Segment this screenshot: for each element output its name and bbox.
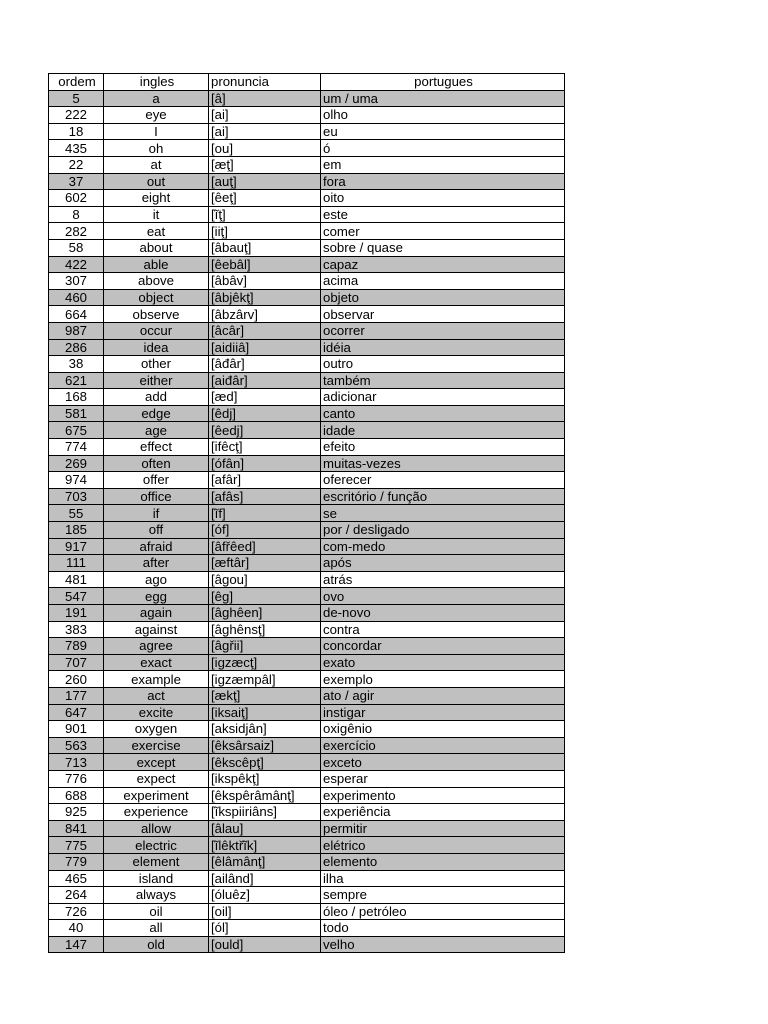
- pronuncia-cell: [æftâr]: [209, 555, 321, 572]
- portugues-cell: contra: [321, 621, 565, 638]
- table-row: [49, 90, 565, 107]
- pronuncia-cell: [ækţ]: [209, 687, 321, 704]
- ordem-cell: 40: [49, 920, 104, 937]
- ordem-cell: 58: [49, 239, 104, 256]
- ordem-cell: 269: [49, 455, 104, 472]
- pronuncia-cell: [êksârsaiz]: [209, 737, 321, 754]
- table-row: [49, 571, 565, 588]
- portugues-cell: ocorrer: [321, 322, 565, 339]
- ordem-cell: 191: [49, 605, 104, 622]
- pronuncia-cell: [aiđâr]: [209, 372, 321, 389]
- pronuncia-cell: [êkscêpţ]: [209, 754, 321, 771]
- pronuncia-cell: [âcâr]: [209, 322, 321, 339]
- portugues-cell: um / uma: [321, 90, 565, 107]
- ordem-cell: 264: [49, 887, 104, 904]
- ingles-cell: always: [104, 887, 209, 904]
- table-row: [49, 936, 565, 953]
- table-row: [49, 654, 565, 671]
- ordem-cell: 688: [49, 787, 104, 804]
- pronuncia-cell: [aksidjân]: [209, 721, 321, 738]
- ingles-cell: idea: [104, 339, 209, 356]
- portugues-cell: atrás: [321, 571, 565, 588]
- table-row: [49, 273, 565, 290]
- ordem-cell: 841: [49, 820, 104, 837]
- ingles-cell: out: [104, 173, 209, 190]
- table-row: [49, 256, 565, 273]
- ingles-cell: agree: [104, 638, 209, 655]
- ordem-cell: 621: [49, 372, 104, 389]
- ordem-cell: 789: [49, 638, 104, 655]
- ingles-cell: off: [104, 522, 209, 539]
- ingles-cell: eight: [104, 190, 209, 207]
- ingles-cell: other: [104, 356, 209, 373]
- portugues-cell: permitir: [321, 820, 565, 837]
- table-row: [49, 538, 565, 555]
- ordem-cell: 675: [49, 422, 104, 439]
- portugues-cell: este: [321, 206, 565, 223]
- ingles-cell: office: [104, 488, 209, 505]
- ordem-cell: 481: [49, 571, 104, 588]
- pronuncia-cell: [êdj]: [209, 405, 321, 422]
- portugues-cell: em: [321, 156, 565, 173]
- portugues-cell: de-novo: [321, 605, 565, 622]
- ingles-cell: at: [104, 156, 209, 173]
- portugues-cell: com-medo: [321, 538, 565, 555]
- portugues-cell: muitas-vezes: [321, 455, 565, 472]
- ingles-cell: excite: [104, 704, 209, 721]
- ordem-cell: 185: [49, 522, 104, 539]
- ordem-cell: 286: [49, 339, 104, 356]
- ordem-cell: 55: [49, 505, 104, 522]
- ordem-cell: 465: [49, 870, 104, 887]
- pronuncia-cell: [afâr]: [209, 472, 321, 489]
- ordem-cell: 422: [49, 256, 104, 273]
- column-header-pronuncia: pronuncia: [209, 74, 321, 91]
- pronuncia-cell: [aidiiâ]: [209, 339, 321, 356]
- ingles-cell: I: [104, 123, 209, 140]
- portugues-cell: canto: [321, 405, 565, 422]
- ingles-cell: eat: [104, 223, 209, 240]
- portugues-cell: ovo: [321, 588, 565, 605]
- portugues-cell: escritório / função: [321, 488, 565, 505]
- ingles-cell: exercise: [104, 737, 209, 754]
- portugues-cell: exato: [321, 654, 565, 671]
- ingles-cell: if: [104, 505, 209, 522]
- pronuncia-cell: [êlâmânţ]: [209, 853, 321, 870]
- pronuncia-cell: [æţ]: [209, 156, 321, 173]
- column-header-ordem: ordem: [49, 74, 104, 91]
- table-row: [49, 671, 565, 688]
- pronuncia-cell: [ai]: [209, 123, 321, 140]
- ordem-cell: 581: [49, 405, 104, 422]
- ingles-cell: example: [104, 671, 209, 688]
- pronuncia-cell: [igzæmpâl]: [209, 671, 321, 688]
- portugues-cell: oferecer: [321, 472, 565, 489]
- portugues-cell: esperar: [321, 770, 565, 787]
- table-row: [49, 422, 565, 439]
- table-row: [49, 837, 565, 854]
- ordem-cell: 5: [49, 90, 104, 107]
- table-row: [49, 621, 565, 638]
- ordem-cell: 901: [49, 721, 104, 738]
- pronuncia-cell: [ifêcţ]: [209, 439, 321, 456]
- ordem-cell: 602: [49, 190, 104, 207]
- ordem-cell: 460: [49, 289, 104, 306]
- pronuncia-cell: [ĩkspiiriâns]: [209, 804, 321, 821]
- ordem-cell: 664: [49, 306, 104, 323]
- ordem-cell: 775: [49, 837, 104, 854]
- pronuncia-cell: [êedj]: [209, 422, 321, 439]
- ingles-cell: electric: [104, 837, 209, 854]
- portugues-cell: acima: [321, 273, 565, 290]
- pronuncia-cell: [óf]: [209, 522, 321, 539]
- table-row: [49, 289, 565, 306]
- ingles-cell: act: [104, 687, 209, 704]
- table-row: [49, 306, 565, 323]
- table-row: [49, 870, 565, 887]
- ordem-cell: 18: [49, 123, 104, 140]
- table-row: [49, 356, 565, 373]
- table-row: [49, 455, 565, 472]
- portugues-cell: após: [321, 555, 565, 572]
- ordem-cell: 703: [49, 488, 104, 505]
- pronuncia-cell: [êeţ]: [209, 190, 321, 207]
- ingles-cell: offer: [104, 472, 209, 489]
- ordem-cell: 713: [49, 754, 104, 771]
- table-row: [49, 920, 565, 937]
- pronuncia-cell: [iksaiţ]: [209, 704, 321, 721]
- table-row: [49, 322, 565, 339]
- portugues-cell: idéia: [321, 339, 565, 356]
- pronuncia-cell: [oil]: [209, 903, 321, 920]
- pronuncia-cell: [âgou]: [209, 571, 321, 588]
- ordem-cell: 726: [49, 903, 104, 920]
- pronuncia-cell: [ĩlêktřĩk]: [209, 837, 321, 854]
- pronuncia-cell: [âbauţ]: [209, 239, 321, 256]
- portugues-cell: elemento: [321, 853, 565, 870]
- table-row: [49, 804, 565, 821]
- pronuncia-cell: [ikspêkţ]: [209, 770, 321, 787]
- table-row: [49, 522, 565, 539]
- portugues-cell: outro: [321, 356, 565, 373]
- ordem-cell: 987: [49, 322, 104, 339]
- portugues-cell: ó: [321, 140, 565, 157]
- ingles-cell: expect: [104, 770, 209, 787]
- table-row: [49, 853, 565, 870]
- portugues-cell: fora: [321, 173, 565, 190]
- table-header: [49, 74, 565, 91]
- table-row: [49, 472, 565, 489]
- table-row: [49, 389, 565, 406]
- ingles-cell: exact: [104, 654, 209, 671]
- pronuncia-cell: [âgřii]: [209, 638, 321, 655]
- column-header-portugues: portugues: [321, 74, 565, 91]
- ingles-cell: add: [104, 389, 209, 406]
- pronuncia-cell: [âghêen]: [209, 605, 321, 622]
- ingles-cell: all: [104, 920, 209, 937]
- table-row: [49, 107, 565, 124]
- portugues-cell: sobre / quase: [321, 239, 565, 256]
- pronuncia-cell: [âlau]: [209, 820, 321, 837]
- ordem-cell: 111: [49, 555, 104, 572]
- table-row: [49, 737, 565, 754]
- ordem-cell: 38: [49, 356, 104, 373]
- ordem-cell: 774: [49, 439, 104, 456]
- header-row: [49, 74, 565, 91]
- pronuncia-cell: [ou]: [209, 140, 321, 157]
- portugues-cell: objeto: [321, 289, 565, 306]
- ingles-cell: a: [104, 90, 209, 107]
- portugues-cell: velho: [321, 936, 565, 953]
- pronuncia-cell: [âfřêed]: [209, 538, 321, 555]
- portugues-cell: oito: [321, 190, 565, 207]
- ingles-cell: experiment: [104, 787, 209, 804]
- portugues-cell: observar: [321, 306, 565, 323]
- table-row: [49, 704, 565, 721]
- table-row: [49, 439, 565, 456]
- table-row: [49, 223, 565, 240]
- ordem-cell: 925: [49, 804, 104, 821]
- portugues-cell: comer: [321, 223, 565, 240]
- ingles-cell: oxygen: [104, 721, 209, 738]
- pronuncia-cell: [óluêz]: [209, 887, 321, 904]
- table-row: [49, 123, 565, 140]
- portugues-cell: idade: [321, 422, 565, 439]
- table-row: [49, 754, 565, 771]
- pronuncia-cell: [igzæcţ]: [209, 654, 321, 671]
- portugues-cell: capaz: [321, 256, 565, 273]
- portugues-cell: ato / agir: [321, 687, 565, 704]
- ordem-cell: 974: [49, 472, 104, 489]
- table-row: [49, 687, 565, 704]
- ingles-cell: allow: [104, 820, 209, 837]
- portugues-cell: olho: [321, 107, 565, 124]
- pronuncia-cell: [â]: [209, 90, 321, 107]
- pronuncia-cell: [âbjêkţ]: [209, 289, 321, 306]
- ingles-cell: edge: [104, 405, 209, 422]
- portugues-cell: oxigênio: [321, 721, 565, 738]
- pronuncia-cell: [ailând]: [209, 870, 321, 887]
- table-row: [49, 638, 565, 655]
- table-row: [49, 190, 565, 207]
- portugues-cell: concordar: [321, 638, 565, 655]
- portugues-cell: óleo / petróleo: [321, 903, 565, 920]
- ingles-cell: age: [104, 422, 209, 439]
- ingles-cell: against: [104, 621, 209, 638]
- table-row: [49, 140, 565, 157]
- ordem-cell: 779: [49, 853, 104, 870]
- pronuncia-cell: [ai]: [209, 107, 321, 124]
- table-row: [49, 156, 565, 173]
- portugues-cell: experimento: [321, 787, 565, 804]
- table-body: [49, 90, 565, 953]
- ordem-cell: 8: [49, 206, 104, 223]
- ingles-cell: observe: [104, 306, 209, 323]
- ordem-cell: 222: [49, 107, 104, 124]
- ordem-cell: 282: [49, 223, 104, 240]
- ordem-cell: 383: [49, 621, 104, 638]
- ingles-cell: island: [104, 870, 209, 887]
- table-row: [49, 239, 565, 256]
- pronuncia-cell: [iiţ]: [209, 223, 321, 240]
- table-row: [49, 505, 565, 522]
- pronuncia-cell: [âghênsţ]: [209, 621, 321, 638]
- ingles-cell: object: [104, 289, 209, 306]
- portugues-cell: exemplo: [321, 671, 565, 688]
- table-row: [49, 887, 565, 904]
- ingles-cell: often: [104, 455, 209, 472]
- ordem-cell: 168: [49, 389, 104, 406]
- ordem-cell: 307: [49, 273, 104, 290]
- ordem-cell: 147: [49, 936, 104, 953]
- ingles-cell: ago: [104, 571, 209, 588]
- ingles-cell: oil: [104, 903, 209, 920]
- pronuncia-cell: [ĩţ]: [209, 206, 321, 223]
- ordem-cell: 707: [49, 654, 104, 671]
- ingles-cell: experience: [104, 804, 209, 821]
- ordem-cell: 260: [49, 671, 104, 688]
- ingles-cell: able: [104, 256, 209, 273]
- pronuncia-cell: [âbzârv]: [209, 306, 321, 323]
- portugues-cell: exceto: [321, 754, 565, 771]
- ingles-cell: old: [104, 936, 209, 953]
- ingles-cell: either: [104, 372, 209, 389]
- ordem-cell: 547: [49, 588, 104, 605]
- portugues-cell: instigar: [321, 704, 565, 721]
- pronuncia-cell: [afâs]: [209, 488, 321, 505]
- column-header-ingles: ingles: [104, 74, 209, 91]
- table-row: [49, 605, 565, 622]
- vocabulary-table: [48, 73, 565, 953]
- pronuncia-cell: [âbâv]: [209, 273, 321, 290]
- table-row: [49, 903, 565, 920]
- ingles-cell: effect: [104, 439, 209, 456]
- ordem-cell: 647: [49, 704, 104, 721]
- table-row: [49, 173, 565, 190]
- ordem-cell: 177: [49, 687, 104, 704]
- ingles-cell: except: [104, 754, 209, 771]
- table-row: [49, 372, 565, 389]
- portugues-cell: adicionar: [321, 389, 565, 406]
- pronuncia-cell: [êkspêrâmânţ]: [209, 787, 321, 804]
- ingles-cell: above: [104, 273, 209, 290]
- ordem-cell: 776: [49, 770, 104, 787]
- table-row: [49, 488, 565, 505]
- portugues-cell: experiência: [321, 804, 565, 821]
- table-row: [49, 588, 565, 605]
- ordem-cell: 435: [49, 140, 104, 157]
- ingles-cell: afraid: [104, 538, 209, 555]
- ingles-cell: egg: [104, 588, 209, 605]
- portugues-cell: elétrico: [321, 837, 565, 854]
- pronuncia-cell: [ould]: [209, 936, 321, 953]
- ingles-cell: occur: [104, 322, 209, 339]
- table-row: [49, 787, 565, 804]
- table-row: [49, 820, 565, 837]
- ingles-cell: element: [104, 853, 209, 870]
- ingles-cell: eye: [104, 107, 209, 124]
- ingles-cell: again: [104, 605, 209, 622]
- ingles-cell: oh: [104, 140, 209, 157]
- portugues-cell: ilha: [321, 870, 565, 887]
- ordem-cell: 37: [49, 173, 104, 190]
- table-row: [49, 405, 565, 422]
- portugues-cell: todo: [321, 920, 565, 937]
- pronuncia-cell: [ĩf]: [209, 505, 321, 522]
- pronuncia-cell: [êg]: [209, 588, 321, 605]
- portugues-cell: também: [321, 372, 565, 389]
- portugues-cell: por / desligado: [321, 522, 565, 539]
- pronuncia-cell: [êebâl]: [209, 256, 321, 273]
- ingles-cell: after: [104, 555, 209, 572]
- table-row: [49, 206, 565, 223]
- pronuncia-cell: [âđâr]: [209, 356, 321, 373]
- portugues-cell: sempre: [321, 887, 565, 904]
- pronuncia-cell: [æd]: [209, 389, 321, 406]
- pronuncia-cell: [auţ]: [209, 173, 321, 190]
- ordem-cell: 917: [49, 538, 104, 555]
- table-row: [49, 721, 565, 738]
- ordem-cell: 22: [49, 156, 104, 173]
- ordem-cell: 563: [49, 737, 104, 754]
- portugues-cell: efeito: [321, 439, 565, 456]
- table-row: [49, 339, 565, 356]
- portugues-cell: eu: [321, 123, 565, 140]
- pronuncia-cell: [ófân]: [209, 455, 321, 472]
- portugues-cell: exercício: [321, 737, 565, 754]
- table-row: [49, 555, 565, 572]
- pronuncia-cell: [ól]: [209, 920, 321, 937]
- ingles-cell: about: [104, 239, 209, 256]
- ingles-cell: it: [104, 206, 209, 223]
- portugues-cell: se: [321, 505, 565, 522]
- table-row: [49, 770, 565, 787]
